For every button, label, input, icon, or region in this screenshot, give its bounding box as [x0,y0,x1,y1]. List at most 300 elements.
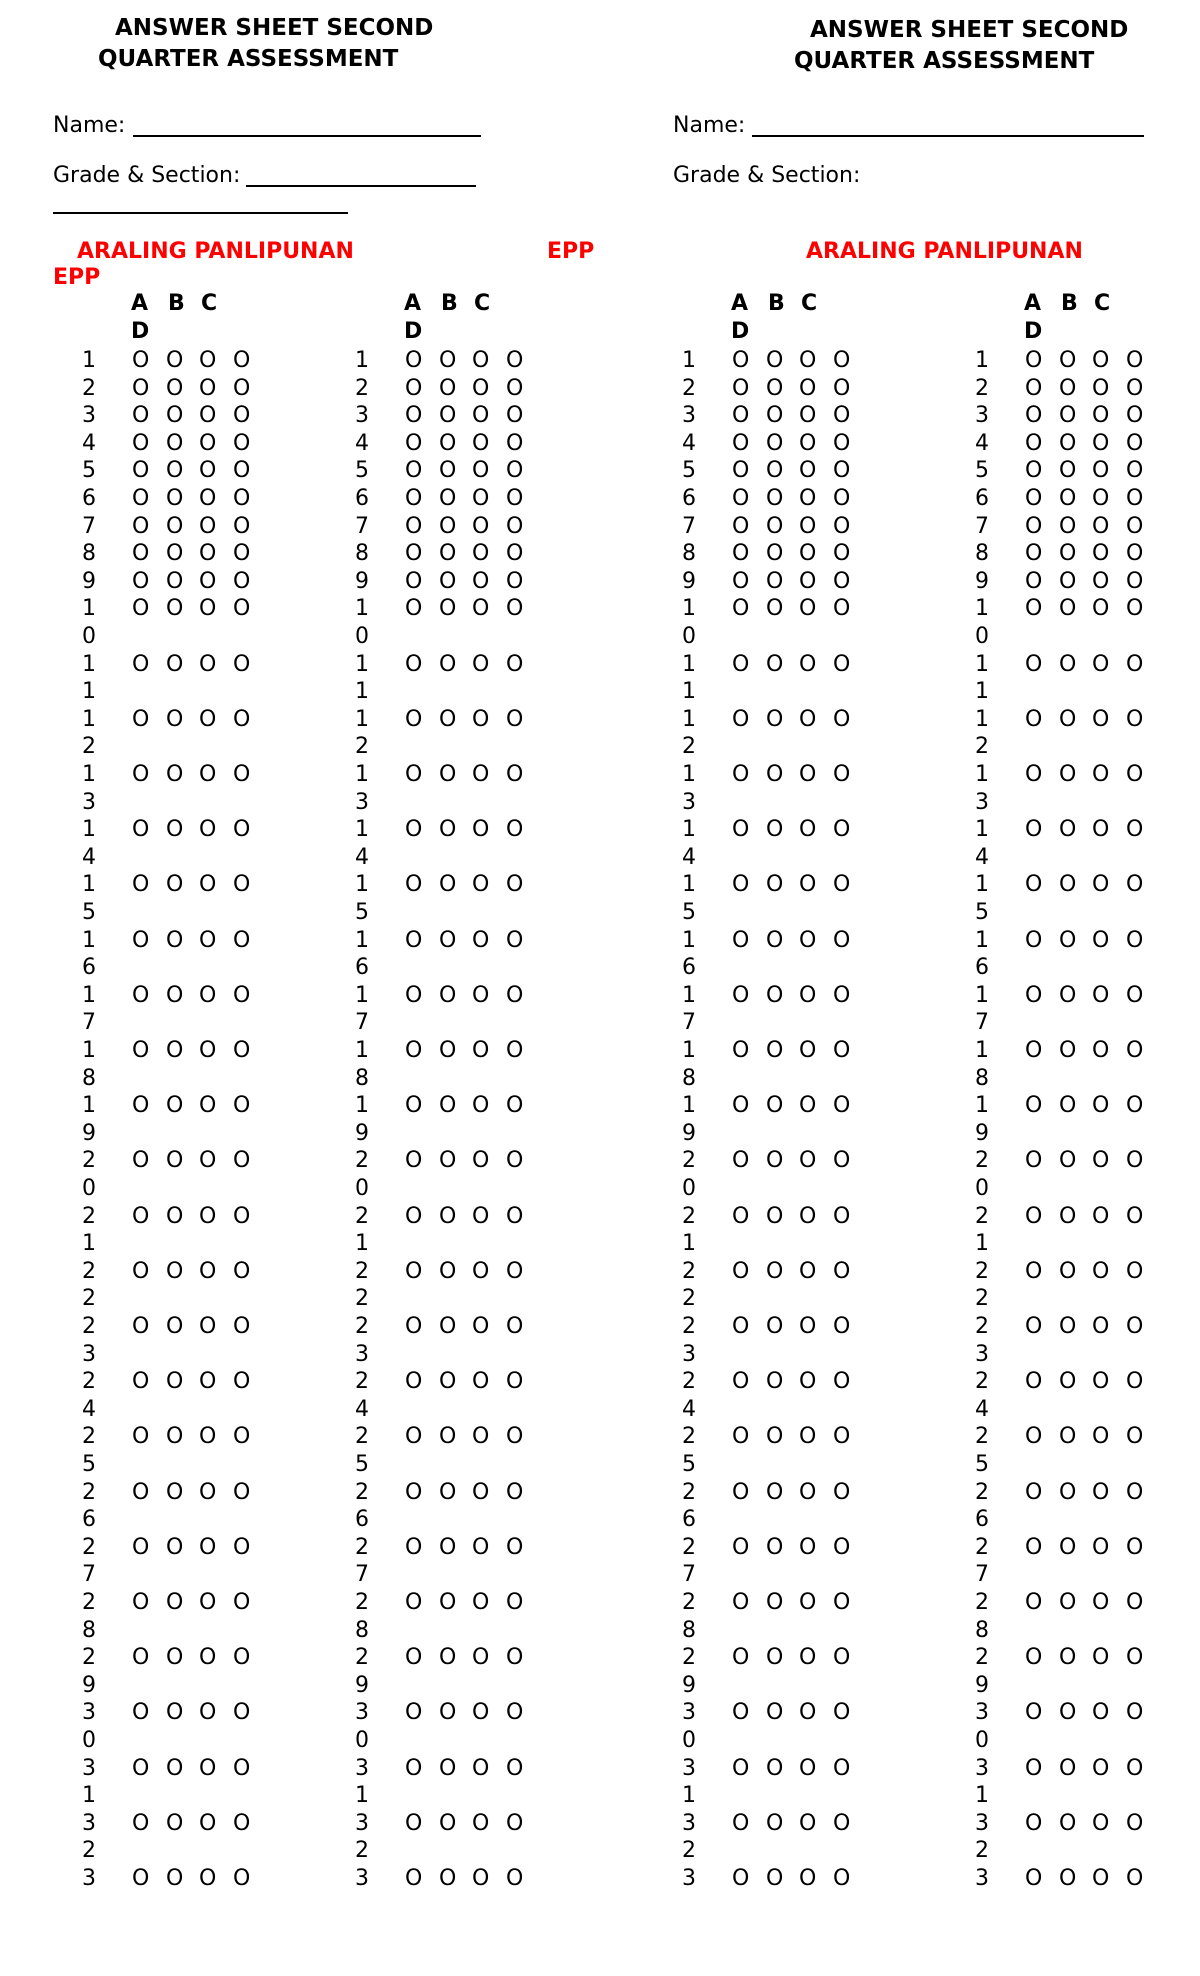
grid-2-item-12-bubble-a[interactable]: O [405,706,423,732]
grid-2-item-11-bubble-c[interactable]: O [472,651,490,677]
grid-1-item-17-bubble-c[interactable]: O [199,982,217,1008]
grid-4-item-6-bubble-b[interactable]: O [1059,486,1077,511]
grid-2-item-21-bubble-b[interactable]: O [439,1203,457,1229]
grid-3-item-1-bubble-d[interactable]: O [833,348,851,373]
grid-2-item-31-bubble-d[interactable]: O [506,1755,524,1781]
grid-3-item-29-bubble-b[interactable]: O [766,1645,784,1671]
grid-3-item-2-bubble-a[interactable]: O [732,375,750,401]
grid-1-item-12-bubble-c[interactable]: O [199,706,217,732]
grid-3-item-14-bubble-d[interactable]: O [833,817,851,843]
grid-2-item-5-bubble-a[interactable]: O [405,458,423,484]
grid-2-item-9-bubble-c[interactable]: O [472,568,490,594]
grid-2-item-1-bubble-d[interactable]: O [506,348,524,373]
grid-1-item-6-bubble-a[interactable]: O [132,486,150,511]
sheet-1-name-line[interactable] [133,135,481,137]
grid-1-item-10-bubble-d[interactable]: O [233,596,251,622]
grid-2-item-18-bubble-b[interactable]: O [439,1038,457,1063]
grid-3-item-8-bubble-d[interactable]: O [833,541,851,567]
grid-1-item-1-bubble-b[interactable]: O [166,348,184,373]
grid-1-item-29-bubble-d[interactable]: O [233,1645,251,1671]
sheet-1-grade-line[interactable] [246,185,476,187]
grid-4-item-23-bubble-d[interactable]: O [1126,1314,1144,1339]
grid-3-item-32-bubble-c[interactable]: O [799,1810,817,1836]
grid-1-item-25-bubble-b[interactable]: O [166,1424,184,1450]
grid-3-item-27-bubble-c[interactable]: O [799,1534,817,1560]
grid-1-item-17-bubble-b[interactable]: O [166,982,184,1008]
grid-1-item-6-bubble-d[interactable]: O [233,486,251,511]
grid-1-item-7-bubble-d[interactable]: O [233,513,251,539]
grid-4-item-28-bubble-b[interactable]: O [1059,1590,1077,1615]
grid-4-item-25-bubble-c[interactable]: O [1092,1424,1110,1450]
grid-1-item-5-bubble-b[interactable]: O [166,458,184,484]
grid-2-item-32-bubble-b[interactable]: O [439,1810,457,1836]
grid-2-item-6-bubble-c[interactable]: O [472,486,490,511]
grid-1-item-31-bubble-d[interactable]: O [233,1755,251,1781]
grid-3-item-5-bubble-a[interactable]: O [732,458,750,484]
grid-2-item-2-bubble-d[interactable]: O [506,375,524,401]
grid-4-item-24-bubble-a[interactable]: O [1025,1369,1043,1395]
grid-3-item-4-bubble-d[interactable]: O [833,430,851,456]
grid-2-item-22-bubble-a[interactable]: O [405,1258,423,1284]
grid-4-item-30-bubble-c[interactable]: O [1092,1700,1110,1726]
grid-1-item-31-bubble-c[interactable]: O [199,1755,217,1781]
grid-3-item-17-bubble-a[interactable]: O [732,982,750,1008]
grid-1-item-31-bubble-a[interactable]: O [132,1755,150,1781]
grid-2-item-28-bubble-a[interactable]: O [405,1590,423,1615]
grid-3-item-25-bubble-a[interactable]: O [732,1424,750,1450]
grid-3-item-22-bubble-c[interactable]: O [799,1258,817,1284]
grid-1-item-21-bubble-a[interactable]: O [132,1203,150,1229]
grid-3-item-16-bubble-d[interactable]: O [833,927,851,953]
grid-4-item-27-bubble-a[interactable]: O [1025,1534,1043,1560]
grid-1-item-19-bubble-c[interactable]: O [199,1093,217,1119]
grid-2-item-9-bubble-d[interactable]: O [506,568,524,594]
grid-4-item-32-bubble-c[interactable]: O [1092,1810,1110,1836]
grid-4-item-9-bubble-d[interactable]: O [1126,568,1144,594]
grid-1-item-10-bubble-a[interactable]: O [132,596,150,622]
grid-3-item-18-bubble-a[interactable]: O [732,1038,750,1063]
grid-1-item-23-bubble-c[interactable]: O [199,1314,217,1339]
grid-2-item-27-bubble-a[interactable]: O [405,1534,423,1560]
grid-1-item-32-bubble-c[interactable]: O [199,1810,217,1836]
grid-1-item-19-bubble-a[interactable]: O [132,1093,150,1119]
grid-4-item-12-bubble-b[interactable]: O [1059,706,1077,732]
grid-2-item-25-bubble-b[interactable]: O [439,1424,457,1450]
grid-2-item-9-bubble-a[interactable]: O [405,568,423,594]
grid-2-item-8-bubble-a[interactable]: O [405,541,423,567]
grid-2-item-26-bubble-b[interactable]: O [439,1479,457,1505]
grid-1-item-7-bubble-c[interactable]: O [199,513,217,539]
grid-1-item-9-bubble-a[interactable]: O [132,568,150,594]
grid-2-item-10-bubble-c[interactable]: O [472,596,490,622]
grid-4-item-16-bubble-a[interactable]: O [1025,927,1043,953]
grid-3-item-4-bubble-a[interactable]: O [732,430,750,456]
grid-1-item-28-bubble-b[interactable]: O [166,1590,184,1615]
grid-4-item-17-bubble-b[interactable]: O [1059,982,1077,1008]
grid-2-item-24-bubble-a[interactable]: O [405,1369,423,1395]
grid-3-item-15-bubble-c[interactable]: O [799,872,817,898]
grid-4-item-3-bubble-c[interactable]: O [1092,403,1110,429]
grid-4-item-12-bubble-d[interactable]: O [1126,706,1144,732]
grid-3-item-29-bubble-a[interactable]: O [732,1645,750,1671]
grid-4-item-16-bubble-c[interactable]: O [1092,927,1110,953]
grid-3-item-32-bubble-a[interactable]: O [732,1810,750,1836]
grid-2-item-22-bubble-d[interactable]: O [506,1258,524,1284]
grid-2-item-8-bubble-b[interactable]: O [439,541,457,567]
grid-3-item-15-bubble-d[interactable]: O [833,872,851,898]
grid-3-item-19-bubble-a[interactable]: O [732,1093,750,1119]
grid-3-item-31-bubble-c[interactable]: O [799,1755,817,1781]
grid-1-item-16-bubble-c[interactable]: O [199,927,217,953]
grid-3-item-29-bubble-d[interactable]: O [833,1645,851,1671]
grid-1-item-23-bubble-b[interactable]: O [166,1314,184,1339]
grid-2-item-28-bubble-d[interactable]: O [506,1590,524,1615]
grid-3-item-3-bubble-b[interactable]: O [766,403,784,429]
grid-1-item-8-bubble-a[interactable]: O [132,541,150,567]
grid-2-item-14-bubble-c[interactable]: O [472,817,490,843]
grid-4-item-6-bubble-d[interactable]: O [1126,486,1144,511]
grid-2-item-12-bubble-b[interactable]: O [439,706,457,732]
grid-3-item-16-bubble-b[interactable]: O [766,927,784,953]
grid-4-item-6-bubble-a[interactable]: O [1025,486,1043,511]
grid-1-item-16-bubble-b[interactable]: O [166,927,184,953]
grid-2-item-17-bubble-d[interactable]: O [506,982,524,1008]
grid-1-item-7-bubble-b[interactable]: O [166,513,184,539]
grid-2-item-22-bubble-b[interactable]: O [439,1258,457,1284]
grid-2-item-30-bubble-d[interactable]: O [506,1700,524,1726]
grid-4-item-15-bubble-d[interactable]: O [1126,872,1144,898]
grid-1-item-8-bubble-c[interactable]: O [199,541,217,567]
grid-2-item-12-bubble-d[interactable]: O [506,706,524,732]
grid-4-item-24-bubble-d[interactable]: O [1126,1369,1144,1395]
grid-2-item-24-bubble-d[interactable]: O [506,1369,524,1395]
grid-4-item-21-bubble-c[interactable]: O [1092,1203,1110,1229]
grid-4-item-3-bubble-d[interactable]: O [1126,403,1144,429]
grid-4-item-10-bubble-a[interactable]: O [1025,596,1043,622]
grid-3-item-7-bubble-a[interactable]: O [732,513,750,539]
grid-2-item-4-bubble-a[interactable]: O [405,430,423,456]
grid-4-item-15-bubble-a[interactable]: O [1025,872,1043,898]
grid-2-item-5-bubble-d[interactable]: O [506,458,524,484]
grid-2-item-29-bubble-d[interactable]: O [506,1645,524,1671]
grid-1-item-20-bubble-b[interactable]: O [166,1148,184,1174]
grid-4-item-22-bubble-d[interactable]: O [1126,1258,1144,1284]
grid-3-item-8-bubble-b[interactable]: O [766,541,784,567]
grid-3-item-10-bubble-c[interactable]: O [799,596,817,622]
grid-1-item-25-bubble-a[interactable]: O [132,1424,150,1450]
grid-2-item-26-bubble-c[interactable]: O [472,1479,490,1505]
grid-1-item-32-bubble-a[interactable]: O [132,1810,150,1836]
grid-1-item-20-bubble-d[interactable]: O [233,1148,251,1174]
grid-3-item-4-bubble-c[interactable]: O [799,430,817,456]
grid-4-item-2-bubble-a[interactable]: O [1025,375,1043,401]
grid-2-item-13-bubble-c[interactable]: O [472,762,490,787]
grid-3-item-21-bubble-c[interactable]: O [799,1203,817,1229]
grid-3-item-5-bubble-c[interactable]: O [799,458,817,484]
grid-4-item-23-bubble-c[interactable]: O [1092,1314,1110,1339]
grid-2-item-14-bubble-d[interactable]: O [506,817,524,843]
grid-1-item-30-bubble-a[interactable]: O [132,1700,150,1726]
grid-3-item-23-bubble-b[interactable]: O [766,1314,784,1339]
grid-2-item-7-bubble-a[interactable]: O [405,513,423,539]
grid-4-item-17-bubble-d[interactable]: O [1126,982,1144,1008]
grid-1-item-29-bubble-c[interactable]: O [199,1645,217,1671]
grid-1-item-27-bubble-c[interactable]: O [199,1534,217,1560]
grid-2-item-25-bubble-d[interactable]: O [506,1424,524,1450]
grid-1-item-1-bubble-d[interactable]: O [233,348,251,373]
grid-3-item-18-bubble-c[interactable]: O [799,1038,817,1063]
grid-4-item-22-bubble-a[interactable]: O [1025,1258,1043,1284]
grid-1-item-27-bubble-a[interactable]: O [132,1534,150,1560]
grid-3-item-11-bubble-b[interactable]: O [766,651,784,677]
grid-3-item-16-bubble-c[interactable]: O [799,927,817,953]
grid-3-item-28-bubble-d[interactable]: O [833,1590,851,1615]
grid-2-item-31-bubble-a[interactable]: O [405,1755,423,1781]
grid-3-item-20-bubble-a[interactable]: O [732,1148,750,1174]
grid-4-item-7-bubble-b[interactable]: O [1059,513,1077,539]
grid-3-item-9-bubble-c[interactable]: O [799,568,817,594]
grid-3-item-1-bubble-c[interactable]: O [799,348,817,373]
grid-4-item-11-bubble-b[interactable]: O [1059,651,1077,677]
grid-4-item-13-bubble-c[interactable]: O [1092,762,1110,787]
grid-3-item-4-bubble-b[interactable]: O [766,430,784,456]
grid-3-item-33-bubble-c[interactable]: O [799,1866,817,1891]
grid-4-item-32-bubble-b[interactable]: O [1059,1810,1077,1836]
grid-1-item-23-bubble-d[interactable]: O [233,1314,251,1339]
grid-4-item-23-bubble-a[interactable]: O [1025,1314,1043,1339]
grid-1-item-28-bubble-c[interactable]: O [199,1590,217,1615]
grid-2-item-13-bubble-b[interactable]: O [439,762,457,787]
grid-2-item-29-bubble-b[interactable]: O [439,1645,457,1671]
grid-3-item-7-bubble-b[interactable]: O [766,513,784,539]
grid-1-item-16-bubble-a[interactable]: O [132,927,150,953]
grid-3-item-14-bubble-a[interactable]: O [732,817,750,843]
grid-2-item-1-bubble-a[interactable]: O [405,348,423,373]
grid-4-item-5-bubble-d[interactable]: O [1126,458,1144,484]
grid-4-item-2-bubble-c[interactable]: O [1092,375,1110,401]
grid-2-item-8-bubble-c[interactable]: O [472,541,490,567]
grid-3-item-26-bubble-c[interactable]: O [799,1479,817,1505]
grid-3-item-21-bubble-a[interactable]: O [732,1203,750,1229]
grid-3-item-1-bubble-b[interactable]: O [766,348,784,373]
grid-4-item-26-bubble-d[interactable]: O [1126,1479,1144,1505]
grid-1-item-13-bubble-c[interactable]: O [199,762,217,787]
grid-2-item-23-bubble-b[interactable]: O [439,1314,457,1339]
grid-4-item-5-bubble-c[interactable]: O [1092,458,1110,484]
grid-2-item-17-bubble-c[interactable]: O [472,982,490,1008]
grid-4-item-2-bubble-b[interactable]: O [1059,375,1077,401]
grid-1-item-33-bubble-a[interactable]: O [132,1866,150,1891]
grid-2-item-30-bubble-a[interactable]: O [405,1700,423,1726]
grid-2-item-16-bubble-c[interactable]: O [472,927,490,953]
grid-3-item-21-bubble-d[interactable]: O [833,1203,851,1229]
grid-1-item-31-bubble-b[interactable]: O [166,1755,184,1781]
grid-2-item-33-bubble-d[interactable]: O [506,1866,524,1891]
grid-2-item-10-bubble-b[interactable]: O [439,596,457,622]
grid-4-item-8-bubble-b[interactable]: O [1059,541,1077,567]
grid-2-item-11-bubble-a[interactable]: O [405,651,423,677]
grid-2-item-18-bubble-d[interactable]: O [506,1038,524,1063]
grid-4-item-21-bubble-d[interactable]: O [1126,1203,1144,1229]
grid-3-item-31-bubble-d[interactable]: O [833,1755,851,1781]
grid-4-item-18-bubble-a[interactable]: O [1025,1038,1043,1063]
grid-1-item-33-bubble-c[interactable]: O [199,1866,217,1891]
grid-4-item-25-bubble-d[interactable]: O [1126,1424,1144,1450]
grid-4-item-16-bubble-b[interactable]: O [1059,927,1077,953]
grid-1-item-13-bubble-d[interactable]: O [233,762,251,787]
grid-2-item-29-bubble-c[interactable]: O [472,1645,490,1671]
grid-1-item-22-bubble-c[interactable]: O [199,1258,217,1284]
grid-2-item-7-bubble-d[interactable]: O [506,513,524,539]
grid-1-item-4-bubble-a[interactable]: O [132,430,150,456]
grid-4-item-20-bubble-d[interactable]: O [1126,1148,1144,1174]
grid-4-item-3-bubble-a[interactable]: O [1025,403,1043,429]
grid-3-item-9-bubble-d[interactable]: O [833,568,851,594]
grid-4-item-28-bubble-a[interactable]: O [1025,1590,1043,1615]
grid-3-item-2-bubble-d[interactable]: O [833,375,851,401]
grid-3-item-1-bubble-a[interactable]: O [732,348,750,373]
grid-1-item-11-bubble-a[interactable]: O [132,651,150,677]
grid-1-item-15-bubble-a[interactable]: O [132,872,150,898]
grid-2-item-15-bubble-a[interactable]: O [405,872,423,898]
grid-2-item-30-bubble-c[interactable]: O [472,1700,490,1726]
grid-1-item-8-bubble-d[interactable]: O [233,541,251,567]
grid-3-item-32-bubble-d[interactable]: O [833,1810,851,1836]
grid-3-item-27-bubble-d[interactable]: O [833,1534,851,1560]
grid-3-item-19-bubble-b[interactable]: O [766,1093,784,1119]
grid-3-item-26-bubble-b[interactable]: O [766,1479,784,1505]
grid-4-item-22-bubble-c[interactable]: O [1092,1258,1110,1284]
grid-2-item-3-bubble-a[interactable]: O [405,403,423,429]
grid-3-item-25-bubble-d[interactable]: O [833,1424,851,1450]
grid-1-item-16-bubble-d[interactable]: O [233,927,251,953]
grid-1-item-28-bubble-d[interactable]: O [233,1590,251,1615]
grid-2-item-5-bubble-c[interactable]: O [472,458,490,484]
grid-3-item-11-bubble-d[interactable]: O [833,651,851,677]
grid-1-item-12-bubble-a[interactable]: O [132,706,150,732]
grid-4-item-6-bubble-c[interactable]: O [1092,486,1110,511]
grid-3-item-12-bubble-d[interactable]: O [833,706,851,732]
grid-2-item-1-bubble-c[interactable]: O [472,348,490,373]
grid-4-item-32-bubble-d[interactable]: O [1126,1810,1144,1836]
grid-2-item-21-bubble-a[interactable]: O [405,1203,423,1229]
grid-4-item-14-bubble-a[interactable]: O [1025,817,1043,843]
grid-2-item-24-bubble-c[interactable]: O [472,1369,490,1395]
grid-4-item-4-bubble-c[interactable]: O [1092,430,1110,456]
grid-3-item-14-bubble-c[interactable]: O [799,817,817,843]
grid-3-item-30-bubble-c[interactable]: O [799,1700,817,1726]
grid-1-item-21-bubble-d[interactable]: O [233,1203,251,1229]
grid-3-item-5-bubble-b[interactable]: O [766,458,784,484]
grid-2-item-3-bubble-b[interactable]: O [439,403,457,429]
grid-2-item-23-bubble-c[interactable]: O [472,1314,490,1339]
grid-1-item-18-bubble-b[interactable]: O [166,1038,184,1063]
grid-4-item-26-bubble-c[interactable]: O [1092,1479,1110,1505]
grid-1-item-24-bubble-d[interactable]: O [233,1369,251,1395]
grid-4-item-19-bubble-c[interactable]: O [1092,1093,1110,1119]
grid-4-item-19-bubble-a[interactable]: O [1025,1093,1043,1119]
grid-1-item-23-bubble-a[interactable]: O [132,1314,150,1339]
grid-4-item-1-bubble-a[interactable]: O [1025,348,1043,373]
grid-2-item-13-bubble-d[interactable]: O [506,762,524,787]
grid-2-item-9-bubble-b[interactable]: O [439,568,457,594]
grid-3-item-25-bubble-b[interactable]: O [766,1424,784,1450]
grid-1-item-27-bubble-b[interactable]: O [166,1534,184,1560]
grid-2-item-20-bubble-d[interactable]: O [506,1148,524,1174]
grid-3-item-5-bubble-d[interactable]: O [833,458,851,484]
grid-3-item-24-bubble-b[interactable]: O [766,1369,784,1395]
grid-1-item-11-bubble-b[interactable]: O [166,651,184,677]
grid-2-item-10-bubble-a[interactable]: O [405,596,423,622]
grid-4-item-23-bubble-b[interactable]: O [1059,1314,1077,1339]
grid-3-item-2-bubble-b[interactable]: O [766,375,784,401]
grid-2-item-20-bubble-a[interactable]: O [405,1148,423,1174]
grid-1-item-26-bubble-c[interactable]: O [199,1479,217,1505]
grid-2-item-20-bubble-b[interactable]: O [439,1148,457,1174]
grid-4-item-13-bubble-a[interactable]: O [1025,762,1043,787]
grid-4-item-4-bubble-b[interactable]: O [1059,430,1077,456]
grid-3-item-10-bubble-a[interactable]: O [732,596,750,622]
grid-1-item-14-bubble-d[interactable]: O [233,817,251,843]
grid-2-item-19-bubble-a[interactable]: O [405,1093,423,1119]
grid-3-item-17-bubble-d[interactable]: O [833,982,851,1008]
grid-1-item-12-bubble-d[interactable]: O [233,706,251,732]
grid-2-item-21-bubble-d[interactable]: O [506,1203,524,1229]
grid-1-item-22-bubble-a[interactable]: O [132,1258,150,1284]
grid-4-item-16-bubble-d[interactable]: O [1126,927,1144,953]
grid-4-item-31-bubble-b[interactable]: O [1059,1755,1077,1781]
grid-2-item-19-bubble-c[interactable]: O [472,1093,490,1119]
grid-3-item-7-bubble-d[interactable]: O [833,513,851,539]
grid-4-item-7-bubble-c[interactable]: O [1092,513,1110,539]
grid-1-item-11-bubble-c[interactable]: O [199,651,217,677]
grid-3-item-30-bubble-a[interactable]: O [732,1700,750,1726]
grid-4-item-4-bubble-d[interactable]: O [1126,430,1144,456]
grid-3-item-13-bubble-d[interactable]: O [833,762,851,787]
grid-3-item-29-bubble-c[interactable]: O [799,1645,817,1671]
grid-3-item-21-bubble-b[interactable]: O [766,1203,784,1229]
grid-1-item-17-bubble-d[interactable]: O [233,982,251,1008]
grid-3-item-8-bubble-c[interactable]: O [799,541,817,567]
grid-2-item-6-bubble-a[interactable]: O [405,486,423,511]
grid-4-item-7-bubble-a[interactable]: O [1025,513,1043,539]
grid-1-item-7-bubble-a[interactable]: O [132,513,150,539]
grid-2-item-10-bubble-d[interactable]: O [506,596,524,622]
grid-2-item-16-bubble-a[interactable]: O [405,927,423,953]
grid-3-item-20-bubble-d[interactable]: O [833,1148,851,1174]
grid-1-item-20-bubble-a[interactable]: O [132,1148,150,1174]
grid-3-item-16-bubble-a[interactable]: O [732,927,750,953]
grid-1-item-32-bubble-b[interactable]: O [166,1810,184,1836]
grid-4-item-26-bubble-a[interactable]: O [1025,1479,1043,1505]
grid-1-item-10-bubble-b[interactable]: O [166,596,184,622]
grid-3-item-14-bubble-b[interactable]: O [766,817,784,843]
grid-3-item-12-bubble-a[interactable]: O [732,706,750,732]
grid-2-item-18-bubble-c[interactable]: O [472,1038,490,1063]
grid-2-item-4-bubble-b[interactable]: O [439,430,457,456]
grid-4-item-31-bubble-d[interactable]: O [1126,1755,1144,1781]
grid-4-item-17-bubble-c[interactable]: O [1092,982,1110,1008]
grid-3-item-11-bubble-a[interactable]: O [732,651,750,677]
grid-4-item-25-bubble-a[interactable]: O [1025,1424,1043,1450]
grid-2-item-1-bubble-b[interactable]: O [439,348,457,373]
grid-2-item-18-bubble-a[interactable]: O [405,1038,423,1063]
grid-2-item-28-bubble-c[interactable]: O [472,1590,490,1615]
grid-2-item-27-bubble-c[interactable]: O [472,1534,490,1560]
grid-2-item-24-bubble-b[interactable]: O [439,1369,457,1395]
grid-3-item-26-bubble-a[interactable]: O [732,1479,750,1505]
grid-3-item-11-bubble-c[interactable]: O [799,651,817,677]
